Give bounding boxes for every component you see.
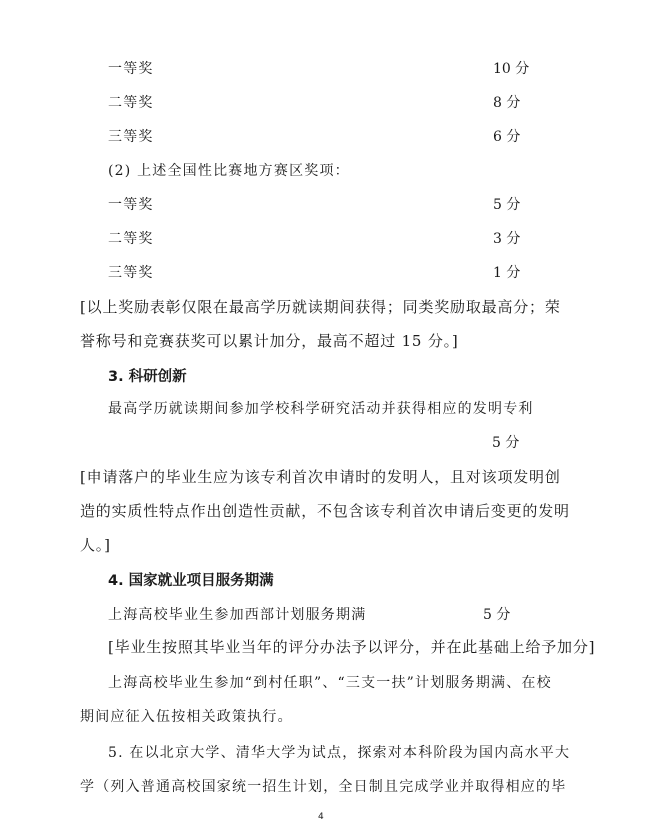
award-label: 二等奖 — [108, 231, 154, 247]
section-score: 5 分 — [483, 607, 511, 623]
section-text: 上海高校毕业生参加西部计划服务期满 — [108, 607, 367, 623]
award-score: 5 分 — [493, 197, 521, 213]
award-label: 三等奖 — [108, 129, 154, 145]
note-line: 造的实质性特点作出创造性贡献，不包含该专利首次申请后变更的发明 — [80, 502, 570, 520]
note-line: [毕业生按照其毕业当年的评分办法予以评分，并在此基础上给予加分] — [108, 638, 596, 656]
award-label: 三等奖 — [108, 265, 154, 281]
note-line: 人。] — [80, 536, 111, 554]
paragraph-line: 学（列入普通高校国家统一招生计划，全日制且完成学业并取得相应的毕 — [80, 779, 567, 795]
award-score: 3 分 — [493, 231, 521, 247]
section-text: 最高学历就读期间参加学校科学研究活动并获得相应的发明专利 — [108, 401, 534, 417]
paragraph-line: 期间应征入伍按相关政策执行。 — [80, 709, 293, 725]
award-label: 一等奖 — [108, 61, 154, 77]
paragraph-line: 上海高校毕业生参加“到村任职”、“三支一扶”计划服务期满、在校 — [108, 675, 552, 691]
page-number: 4 — [318, 812, 324, 822]
regional-heading: (2) 上述全国性比赛地方赛区奖项： — [108, 163, 350, 179]
award-score: 6 分 — [493, 129, 521, 145]
paragraph-line: 5. 在以北京大学、清华大学为试点，探索对本科阶段为国内高水平大 — [108, 745, 571, 761]
note-line: [以上奖励表彰仅限在最高学历就读期间获得；同类奖励取最高分；荣 — [80, 298, 561, 316]
note-line: 誉称号和竞赛获奖可以累计加分，最高不超过 15 分。] — [80, 332, 459, 350]
award-label: 一等奖 — [108, 197, 154, 213]
section-heading: 3. 科研创新 — [108, 369, 187, 385]
award-score: 8 分 — [493, 95, 521, 111]
note-line: [申请落户的毕业生应为该专利首次申请时的发明人，且对该项发明创 — [80, 468, 561, 486]
section-heading: 4. 国家就业项目服务期满 — [108, 573, 274, 589]
section-score: 5 分 — [492, 435, 520, 451]
award-score: 10 分 — [493, 61, 530, 77]
award-score: 1 分 — [493, 265, 521, 281]
award-label: 二等奖 — [108, 95, 154, 111]
